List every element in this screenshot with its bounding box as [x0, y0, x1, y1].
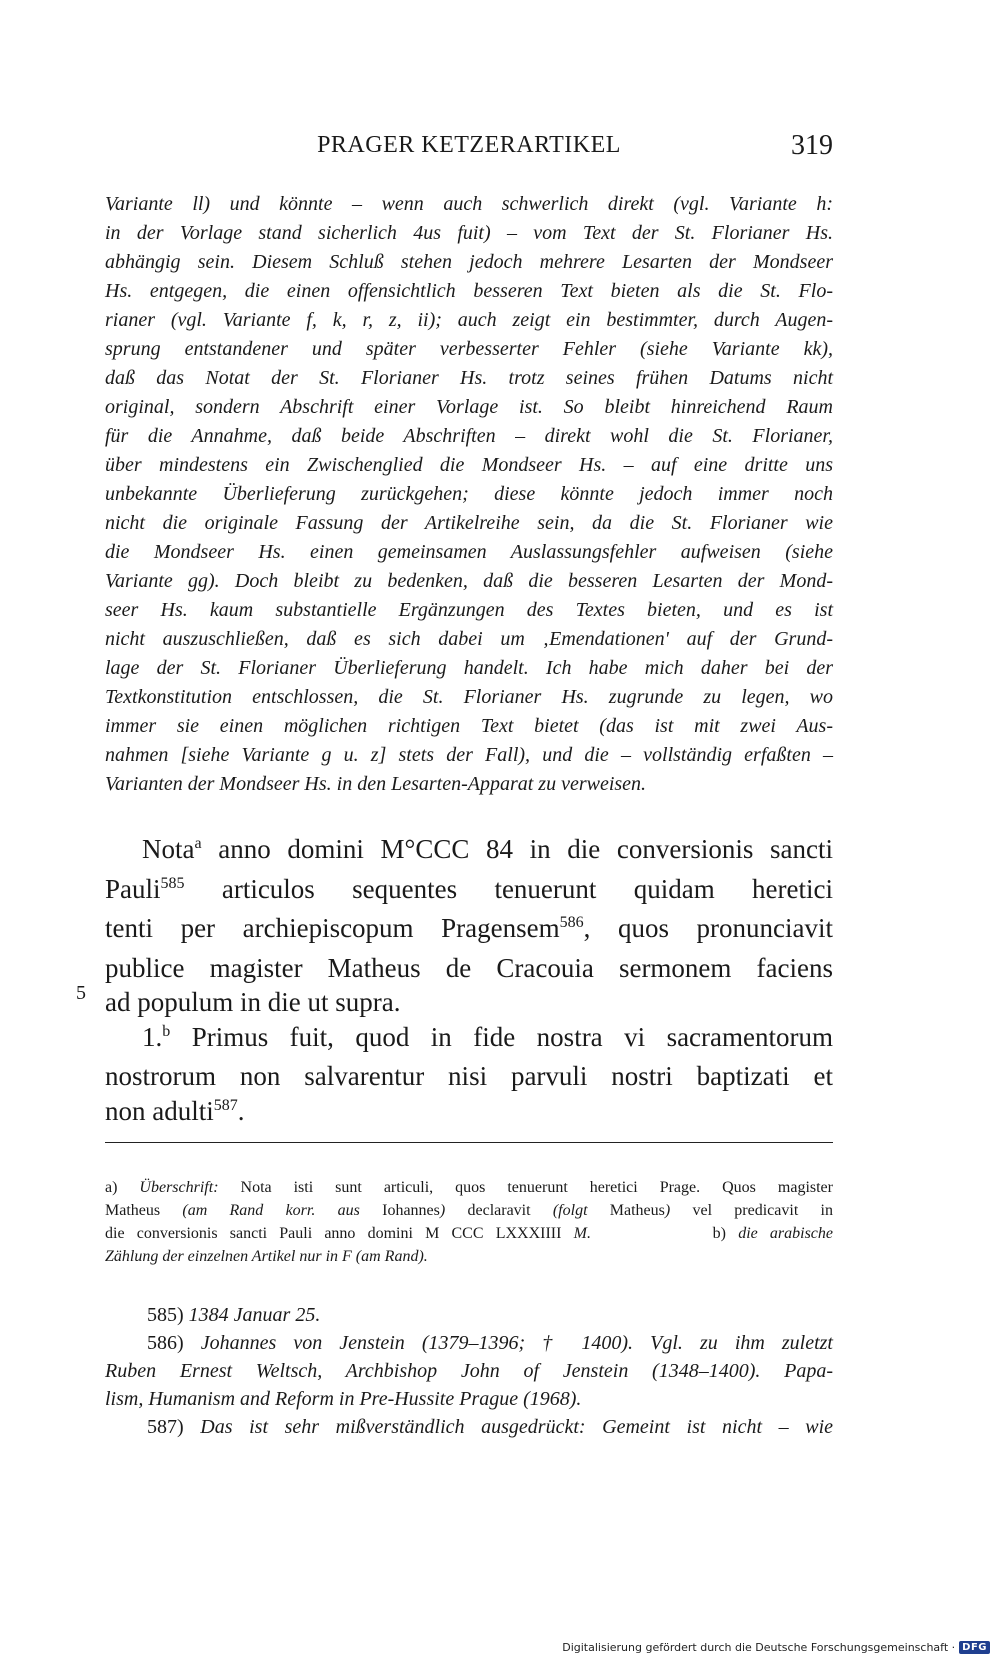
- running-title: PRAGER KETZERARTIKEL: [317, 132, 621, 158]
- main-line: publice magister Matheus de Cracouia sermonem faciens: [105, 952, 833, 983]
- footnote-587: 587) Das ist sehr mißverständlich ausgedrückt: Gemeint ist nicht – wie: [147, 1416, 833, 1438]
- intro-line: nahmen [siehe Variante g u. z] stets der Fall), und die – vollständig erfaßten –: [105, 744, 833, 766]
- main-line: Nota$^a$ anno domini M°CCC 84 in die conversionis sancti: [142, 834, 833, 864]
- footnote-585: 585) 1384 Januar 25.: [147, 1304, 321, 1326]
- footnote-586: 586) Johannes von Jenstein (1379–1396; † 1400). Vgl. zu ihm zuletzt: [147, 1332, 833, 1354]
- intro-line: die Mondseer Hs. einen gemeinsamen Auslassungsfehler aufweisen (siehe: [105, 541, 833, 563]
- intro-line: Textkonstitution entschlossen, die St. Florianer Hs. zugrunde zu legen, wo: [105, 686, 833, 708]
- critical-apparatus: [105, 1176, 833, 1268]
- main-line: Pauli$^{585}$ articulos sequentes tenuerunt quidam heretici: [105, 873, 833, 904]
- apparatus-marker: b: [162, 1022, 171, 1040]
- footnote-marker: 587: [213, 1096, 238, 1114]
- main-line: 1.$^b$ Primus fuit, quod in fide nostra vi sacramentorum: [142, 1021, 833, 1052]
- intro-line: immer sie einen möglichen richtigen Text bietet (das ist mit zwei Aus-: [105, 715, 833, 737]
- intro-line: lage der St. Florianer Überlieferung handelt. Ich habe mich daher bei der: [105, 657, 833, 679]
- footnote-586-cont: Ruben Ernest Weltsch, Archbishop John of Jenstein (1348–1400). Papa-: [105, 1360, 833, 1382]
- line-number: 5: [76, 982, 86, 1004]
- footnote-586-cont: lism, Humanism and Reform in Pre-Hussite Prague (1968).: [105, 1388, 582, 1410]
- footnotes: [105, 1301, 833, 1441]
- main-line: ad populum in die ut supra.: [105, 987, 401, 1017]
- intro-line: rianer (vgl. Variante f, k, r, z, ii); auch zeigt ein bestimmter, durch Augen-: [105, 309, 833, 331]
- apparatus-line: die conversionis sancti Pauli anno domini M CCC LXXXIIII M. b) die arabische: [105, 1225, 834, 1242]
- credit-text: Digitalisierung gefördert durch die Deutsche Forschungsgemeinschaft ·: [562, 1641, 956, 1654]
- apparatus-line: Matheus (am Rand korr. aus Iohannes) declaravit (folgt Matheus) vel predicavit in: [105, 1202, 833, 1219]
- intro-line: original, sondern Abschrift einer Vorlage ist. So bleibt hinreichend Raum: [105, 396, 833, 418]
- intro-line: für die Annahme, daß beide Abschriften – direkt wohl die St. Florianer,: [105, 425, 833, 447]
- apparatus-marker: a: [194, 835, 202, 852]
- main-text: [105, 832, 833, 1133]
- footnote-divider: [105, 1142, 833, 1143]
- apparatus-line: Zählung der einzelnen Artikel nur in F (am Rand).: [105, 1248, 428, 1265]
- page-number: 319: [791, 130, 833, 161]
- intro-line: Variante ll) und könnte – wenn auch schwerlich direkt (vgl. Variante h:: [105, 193, 833, 215]
- main-line: non adulti$^{587}$.: [105, 1095, 245, 1126]
- intro-line: sprung entstandener und später verbesserter Fehler (siehe Variante kk),: [105, 338, 833, 360]
- intro-line: daß das Notat der St. Florianer Hs. trotz seines frühen Datums nicht: [105, 367, 833, 389]
- digitization-credit: [562, 1641, 990, 1654]
- footnote-marker: 585: [160, 874, 185, 892]
- intro-line: Hs. entgegen, die einen offensichtlich besseren Text bieten als die St. Flo-: [105, 280, 833, 302]
- intro-line: nicht die originale Fassung der Artikelreihe sein, da die St. Florianer wie: [105, 512, 833, 534]
- dfg-logo: DFG: [959, 1641, 990, 1654]
- footnote-marker: 586: [559, 914, 584, 931]
- running-header: [105, 132, 833, 166]
- intro-line: abhängig sein. Diesem Schluß stehen jedoch mehrere Lesarten der Mondseer: [105, 251, 833, 273]
- intro-paragraph: [105, 190, 833, 799]
- main-line: tenti per archiepiscopum Pragensem$^{586}$, quos pronunciavit: [105, 913, 833, 943]
- intro-line: seer Hs. kaum substantielle Ergänzungen des Textes bieten, und es ist: [105, 599, 833, 621]
- intro-line: in der Vorlage stand sicherlich 4us fuit) – vom Text der St. Florianer Hs.: [105, 222, 833, 244]
- intro-line: unbekannte Überlieferung zurückgehen; diese könnte jedoch immer noch: [105, 483, 833, 505]
- intro-line: Variante gg). Doch bleibt zu bedenken, daß die besseren Lesarten der Mond-: [105, 570, 833, 592]
- apparatus-line: a) Überschrift: Nota isti sunt articuli, quos tenuerunt heretici Prage. Quos magister: [105, 1179, 833, 1196]
- intro-line: Varianten der Mondseer Hs. in den Lesarten-Apparat zu verweisen.: [105, 773, 647, 795]
- main-line: nostrorum non salvarentur nisi parvuli nostri baptizati et: [105, 1061, 833, 1091]
- intro-line: über mindestens ein Zwischenglied die Mondseer Hs. – auf eine dritte uns: [105, 454, 833, 476]
- intro-line: nicht auszuschließen, daß es sich dabei um ‚Emendationen' auf der Grund-: [105, 628, 833, 650]
